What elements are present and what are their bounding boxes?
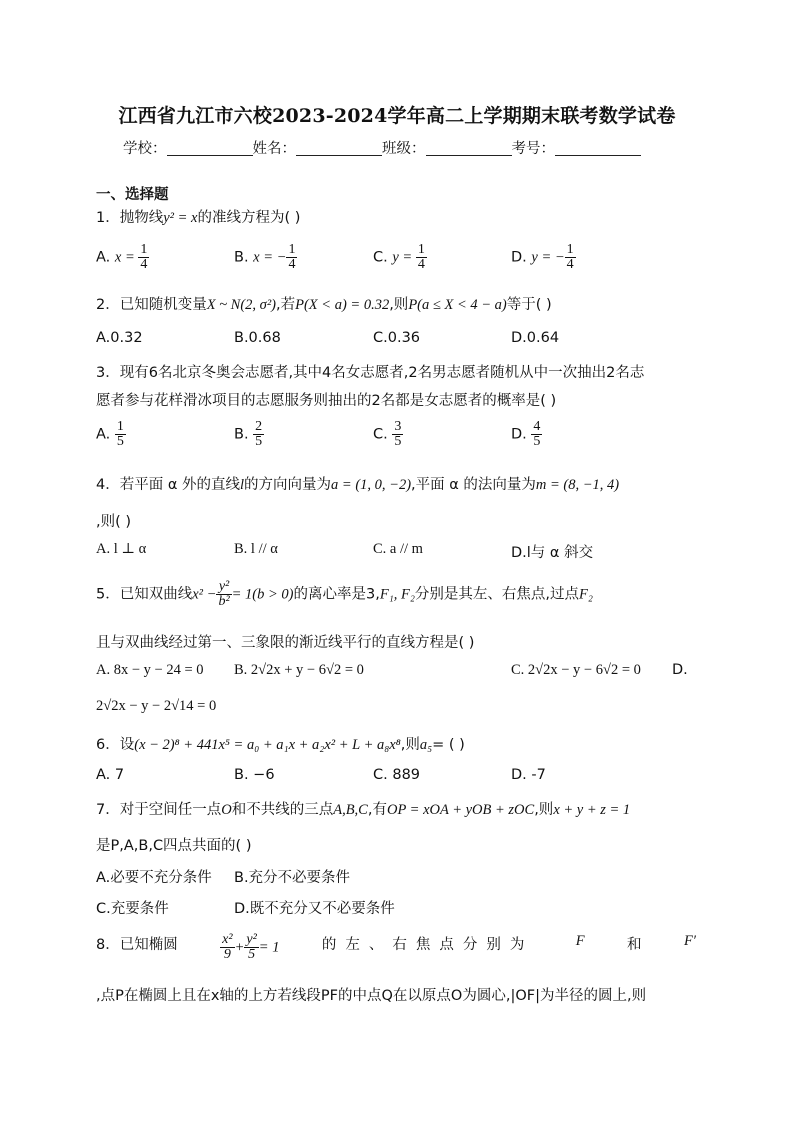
q7-option-c[interactable]: C.充要条件 [96, 901, 169, 917]
question-3-line-2: 愿者参与花样滑冰项目的志愿服务则抽出的2名都是女志愿者的概率是( ) [96, 393, 557, 409]
denominator: 4 [288, 257, 296, 272]
numerator: 3 [394, 419, 402, 434]
q4-option-c[interactable]: C. a // m [373, 541, 423, 557]
q8-focus-f: F [575, 933, 585, 949]
name-label: 姓名： [252, 141, 296, 157]
question-4-line-2: ,则( ) [96, 514, 132, 530]
q2-condition: P(X < a) = 0.32 [295, 297, 390, 313]
q1-option-a[interactable] [96, 243, 149, 272]
q5-option-d-formula: 2√2x − y − 2√14 = 0 [96, 698, 217, 714]
fraction [531, 420, 542, 449]
page-title: 江西省九江市六校2023-2024学年高二上学期期末联考数学试卷 [118, 105, 676, 127]
q5-option-b[interactable]: B. 2√2x + y − 6√2 = 0 [234, 662, 364, 678]
q4-option-a[interactable]: A. l ⊥ α [96, 541, 147, 557]
question-7-line-2: 是P,A,B,C四点共面的( ) [96, 838, 252, 854]
fraction [220, 933, 234, 962]
question-5-line-2: 且与双曲线经过第一、三象限的渐近线平行的直线方程是( ) [96, 635, 475, 651]
question-4-line-1 [96, 473, 619, 494]
q3-option-a[interactable] [96, 420, 126, 449]
q5-eq-part: x² − [192, 586, 217, 603]
numerator: y² [216, 580, 231, 595]
denominator: 5 [255, 434, 263, 449]
q8-eq-tail: = 1 [258, 939, 280, 956]
option-label: C. [373, 249, 393, 266]
q6-stem-end: = ( ) [432, 737, 465, 753]
q7-stem: 7．对于空间任一点 [96, 802, 222, 818]
option-label: A. [96, 426, 115, 443]
fraction [286, 243, 297, 272]
q5-option-d[interactable]: D. [672, 662, 688, 678]
option-lhs: x = [253, 249, 277, 266]
numerator: x² [222, 932, 233, 947]
question-6 [96, 733, 465, 754]
q2-option-d[interactable]: D.0.64 [511, 330, 560, 346]
q8-focus-f-prime: F′ [683, 933, 696, 949]
question-1 [96, 206, 300, 227]
school-blank [167, 141, 253, 156]
q6-option-a[interactable]: A. 7 [96, 767, 125, 783]
numerator: 1 [116, 419, 124, 434]
q1-option-c[interactable] [373, 243, 427, 272]
denominator: 5 [394, 434, 402, 449]
fraction [115, 420, 126, 449]
q5-stem: 5．已知双曲线 [96, 586, 193, 603]
q2-stem: 2．已知随机变量 [96, 297, 207, 313]
q3-option-b[interactable] [234, 420, 264, 449]
number-blank [555, 141, 641, 156]
q5-option-c[interactable]: C. 2√2x − y − 6√2 = 0 [511, 662, 641, 678]
number-label: 考号： [511, 141, 555, 157]
q8-stem: 8．已知椭圆 [96, 937, 178, 953]
q4-text: ,平面 α 的法向量为 [411, 477, 536, 493]
option-sign: − [276, 249, 287, 266]
fraction [244, 933, 258, 962]
q7-option-a[interactable]: A.必要不充分条件 [96, 870, 212, 886]
fraction [416, 243, 427, 272]
denominator: 5 [248, 947, 256, 962]
q7-points: A,B,C [333, 802, 368, 818]
q2-ask: P(a ≤ X < 4 − a) [408, 297, 507, 313]
q7-text: ,则 [534, 802, 554, 818]
option-label: B. [234, 426, 254, 443]
q5-foci: F₁, F₂ [379, 586, 415, 603]
numerator: 1 [288, 242, 296, 257]
numerator: 2 [255, 419, 263, 434]
q1-equation: y² = x [163, 210, 198, 226]
q5-eq-part: = 1(b > 0) [231, 586, 294, 603]
q6-option-d[interactable]: D. -7 [511, 767, 546, 783]
q2-option-b[interactable]: B.0.68 [234, 330, 281, 346]
q5-focus: F₂ [579, 586, 593, 603]
denominator: 5 [116, 434, 124, 449]
q6-text: ,则 [400, 737, 420, 753]
q2-text: ,若 [276, 297, 296, 313]
question-8-line-1 [96, 933, 696, 962]
q7-option-b[interactable]: B.充分不必要条件 [234, 870, 351, 886]
q1-stem: 1．抛物线 [96, 210, 164, 226]
q7-condition: x + y + z = 1 [553, 802, 631, 818]
fraction [138, 243, 149, 272]
option-label: B. [234, 249, 254, 266]
denominator: 5 [533, 434, 541, 449]
q5-option-a[interactable]: A. 8x − y − 24 = 0 [96, 662, 204, 678]
option-lhs: y = [531, 249, 555, 266]
student-info-row [123, 137, 641, 158]
denominator: b² [218, 594, 230, 609]
q8-text: 的左、右焦点分别为 [321, 937, 534, 953]
q2-stem-end: 等于( ) [506, 297, 552, 313]
option-lhs: x = [114, 249, 139, 266]
q6-option-c[interactable]: C. 889 [373, 767, 421, 783]
numerator: 1 [417, 242, 425, 257]
numerator: 4 [533, 419, 541, 434]
q7-text: 和不共线的三点 [231, 802, 334, 818]
q4-text: 的方向向量为 [244, 477, 332, 493]
q1-option-d[interactable] [511, 243, 576, 272]
q2-option-a[interactable]: A.0.32 [96, 330, 143, 346]
fraction [216, 580, 231, 609]
school-label: 学校： [123, 141, 167, 157]
question-2 [96, 293, 552, 314]
q4-stem: 4．若平面 α 外的直线 [96, 477, 241, 493]
question-3-line-1: 3．现有6名北京冬奥会志愿者,其中4名女志愿者,2名男志愿者随机从中一次抽出2名志 [96, 365, 645, 381]
q1-option-b[interactable] [234, 243, 297, 272]
denominator: 4 [417, 257, 425, 272]
q4-option-d[interactable]: D.l与 α 斜交 [511, 545, 594, 561]
q4-vector-a: a = (1, 0, −2) [331, 477, 412, 493]
q7-point-o: O [221, 802, 232, 818]
option-label: A. [96, 249, 115, 266]
denominator: 4 [566, 257, 574, 272]
q7-text: ,有 [367, 802, 387, 818]
fraction [253, 420, 264, 449]
q4-line-symbol: l [240, 477, 245, 493]
q7-vector-equation: OP = xOA + yOB + zOC [386, 802, 535, 818]
q6-ask: a₅ [419, 737, 433, 753]
q1-stem-end: 的准线方程为( ) [197, 210, 301, 226]
q2-distribution: X ~ N(2, σ²) [206, 297, 277, 313]
q8-ellipse-equation: $\frac{\text{x²}}{9}$ + $\frac{\text{y²}}{5}$ = 1 [222, 932, 280, 962]
q3-option-c[interactable] [373, 420, 403, 449]
q7-option-d[interactable]: D.既不充分又不必要条件 [234, 901, 395, 917]
section-heading: 一、选择题 [96, 187, 169, 203]
q4-option-b[interactable]: B. l // α [234, 541, 278, 557]
option-sign: − [554, 249, 565, 266]
q2-option-c[interactable]: C.0.36 [373, 330, 421, 346]
numerator: 1 [566, 242, 574, 257]
numerator: y² [246, 932, 257, 947]
q6-equation: (x − 2)⁸ + 441x⁵ = a₀ + a₁x + a₂x² + L + a₈x⁸ [134, 737, 401, 753]
denominator: 9 [223, 947, 231, 962]
option-label: D. [511, 426, 532, 443]
fraction [392, 420, 403, 449]
q6-stem: 6．设 [96, 737, 135, 753]
option-lhs: y = [392, 249, 416, 266]
name-blank [296, 141, 382, 156]
class-label: 班级： [382, 141, 426, 157]
option-label: D. [511, 249, 532, 266]
q6-option-b[interactable]: B. −6 [234, 767, 275, 783]
q5-text: 的离心率是3, [293, 586, 380, 603]
question-5-line-1 [96, 580, 593, 609]
q8-and: 和 [627, 937, 642, 953]
question-8-line-2: ,点P在椭圆上且在x轴的上方若线段PF的中点Q在以原点O为圆心,|OF|为半径的圆上,则 [96, 988, 647, 1004]
q4-vector-m: m = (8, −1, 4) [535, 477, 620, 493]
fraction [565, 243, 576, 272]
denominator: 4 [140, 257, 148, 272]
option-label: C. [373, 426, 393, 443]
q5-text: 分别是其左、右焦点,过点 [414, 586, 579, 603]
numerator: 1 [140, 242, 148, 257]
q3-option-d[interactable] [511, 420, 542, 449]
class-blank [426, 141, 512, 156]
q2-text: ,则 [389, 297, 409, 313]
question-7-line-1 [96, 798, 630, 819]
